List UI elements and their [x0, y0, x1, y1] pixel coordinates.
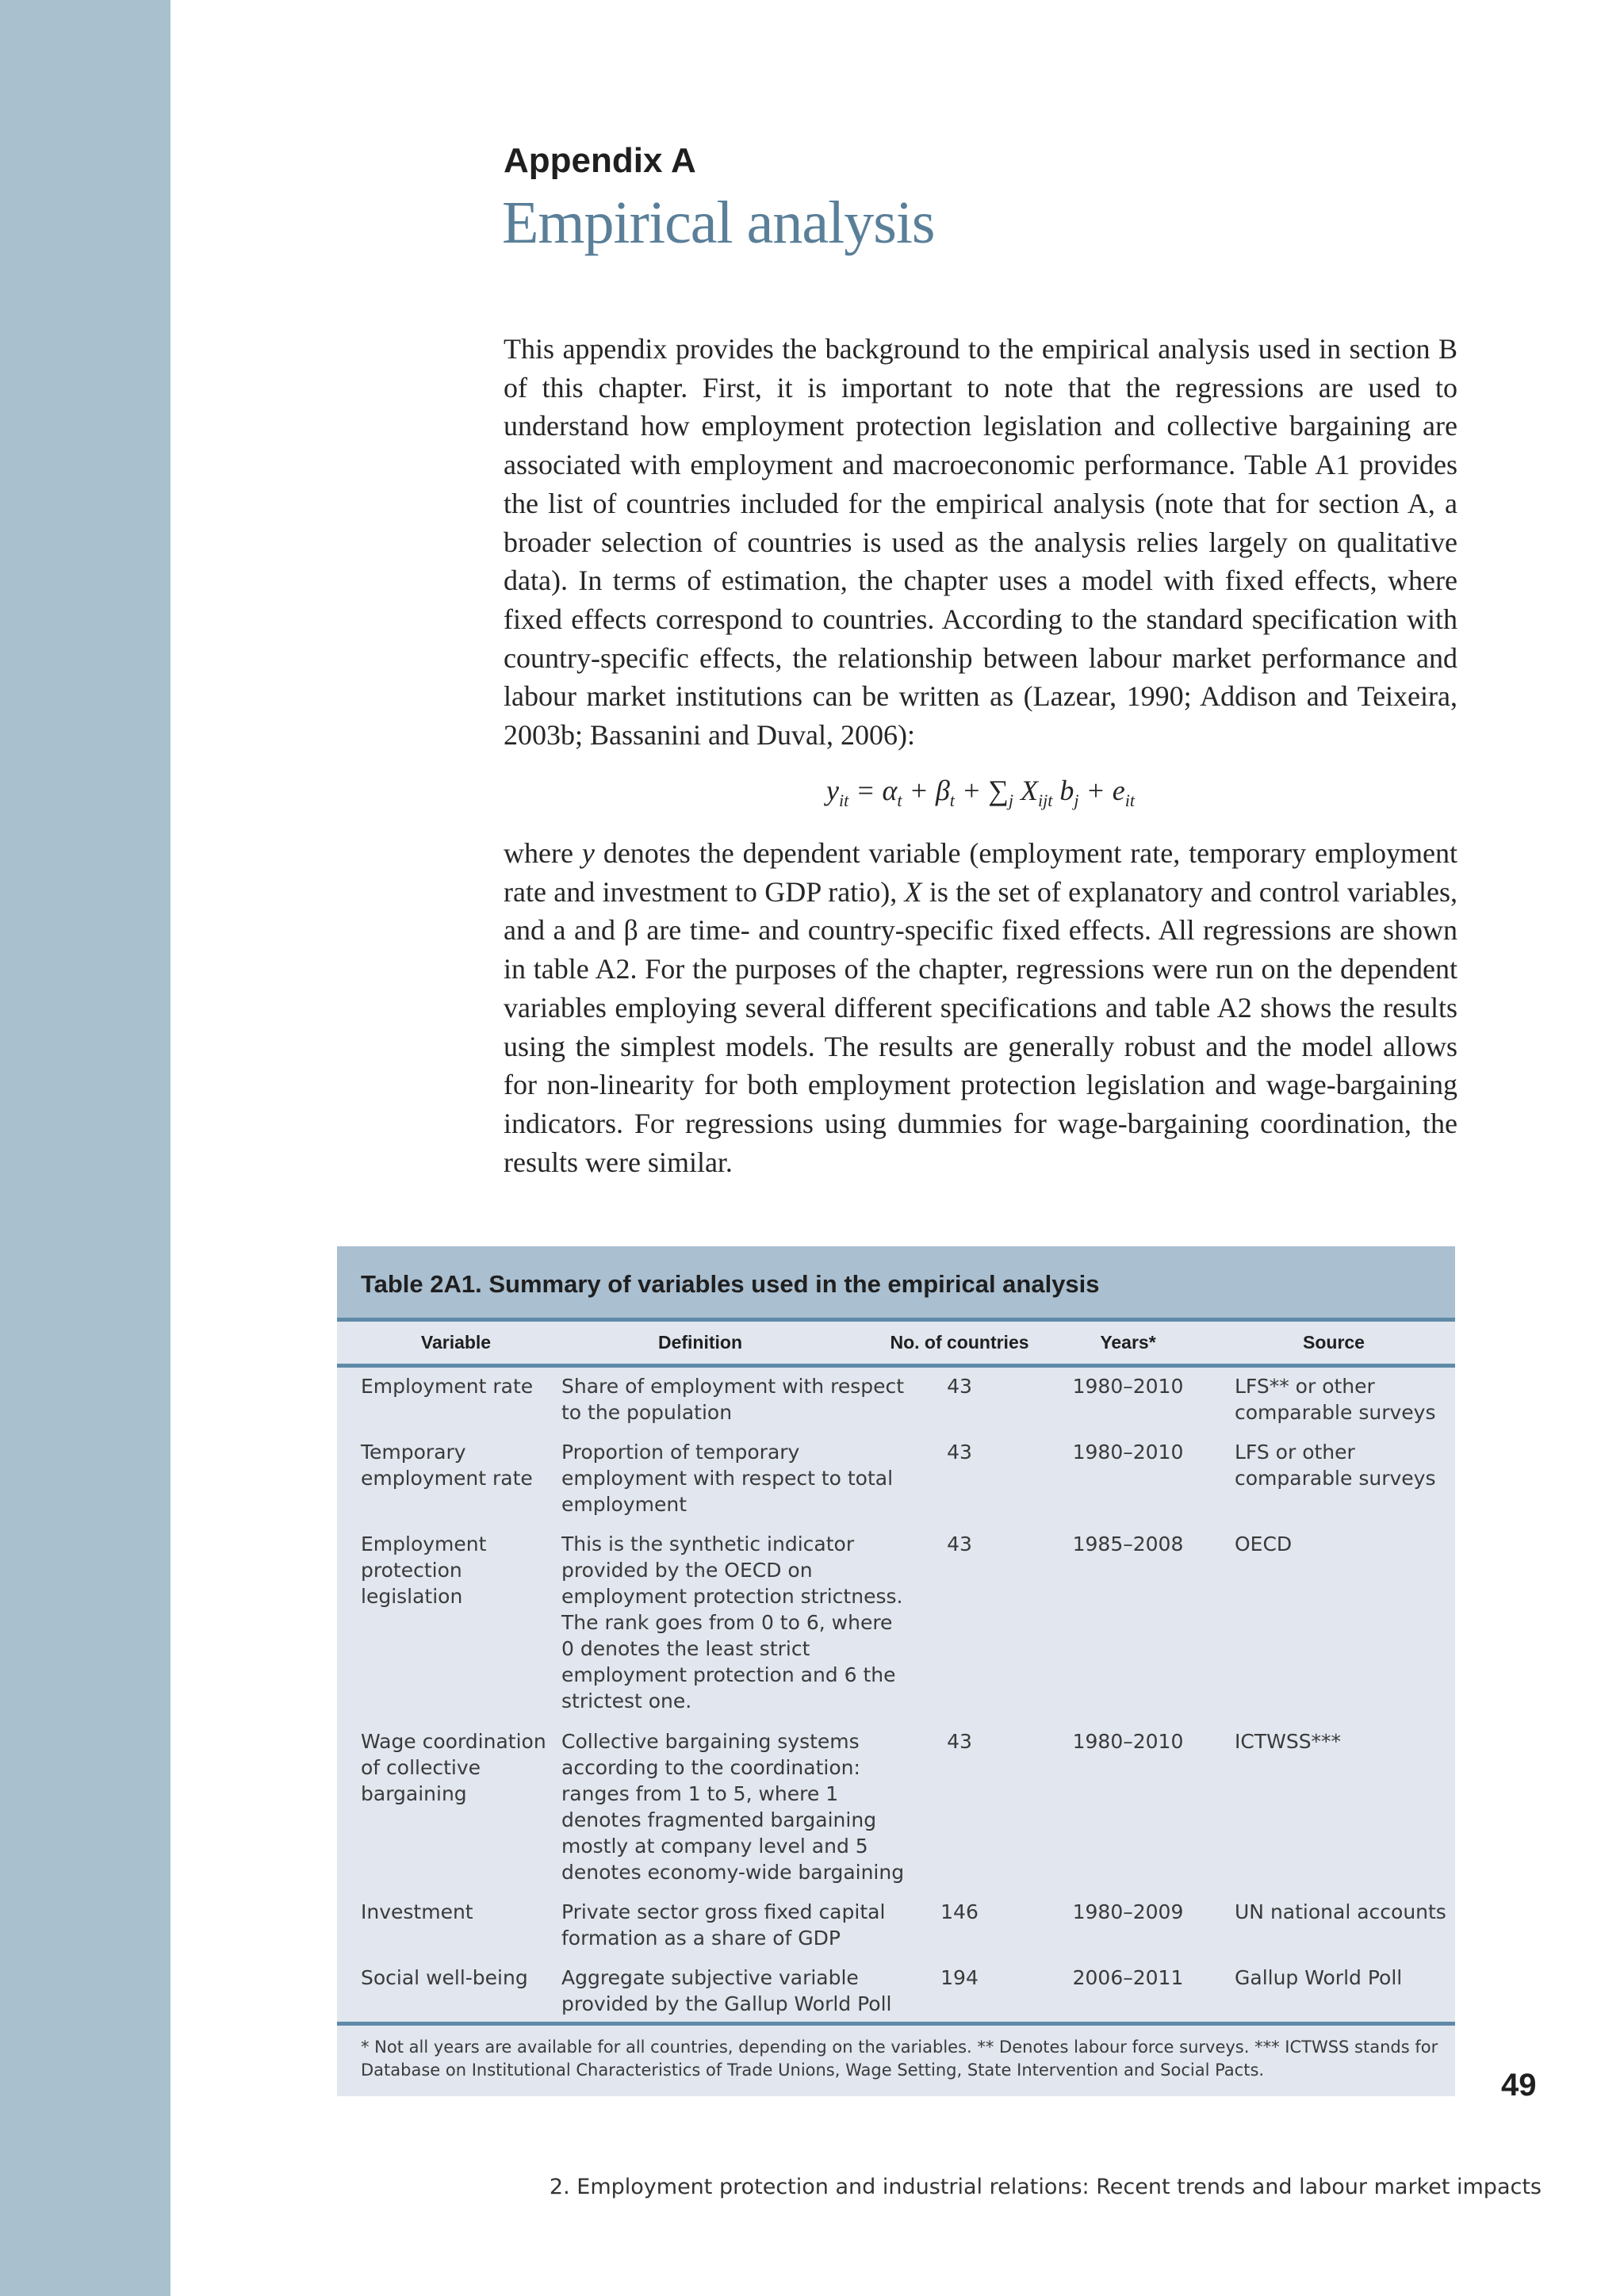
cell-definition: Private sector gross fixed capital formation as a share of GDP — [561, 1900, 886, 1950]
cell-definition: Share of employment with respect to the population — [561, 1375, 905, 1424]
eq-plus-sum: + ∑ — [954, 775, 1009, 806]
explanation-paragraph — [504, 834, 1457, 1181]
intro-paragraph: This appendix provides the background to the empirical analysis used in section B of this chapter. First, it is important to note that the regressions are used to understand how employment protection legislation and collective bargaining are associated with employment and macroeconomic performance. Table A1 provides the list of countries included for the empirical analysis (note that for section A, a broader selection of countries is used as the analysis relies largely on qualitative data). In terms of estimation, the chapter uses a model with fixed effects, where fixed effects correspond to countries. According to the standard specification with country-specific effects, the relationship between labour market performance and labour market institutions can be written as (Lazear, 1990; Addison and Teixeira, 2003b; Bassanini and Duval, 2006): — [504, 333, 1457, 752]
header-rule-bottom — [337, 1364, 1455, 1368]
eq-alpha-sub: t — [897, 790, 902, 811]
cell-countries: 43 — [947, 1730, 972, 1753]
eq-plus-1: + — [902, 775, 936, 806]
p2-mid: denotes the dependent variable (employment rate, temporary employment rate and investment to GDP ratio), — [504, 837, 1457, 908]
cell-variable: Employment rate — [361, 1375, 534, 1398]
cell-variable: Investment — [361, 1900, 473, 1923]
page-title: Empirical analysis — [502, 189, 935, 256]
cell-variable: Temporary employment rate — [361, 1441, 533, 1490]
table-caption-bar — [337, 1246, 1455, 1318]
cell-source: LFS or other comparable surveys — [1235, 1441, 1436, 1490]
eq-equals: = — [848, 775, 883, 806]
cell-countries: 194 — [940, 1966, 979, 1989]
eq-beta: β — [935, 775, 950, 806]
cell-countries: 43 — [947, 1533, 972, 1556]
cell-years: 1980–2010 — [1072, 1441, 1184, 1464]
eq-lhs-sub: it — [838, 790, 849, 811]
column-header-definition: Definition — [657, 1332, 743, 1353]
variables-table — [337, 1246, 1455, 2096]
cell-source: OECD — [1235, 1533, 1293, 1556]
eq-e-sub: it — [1124, 790, 1135, 811]
running-footer: 2. Employment protection and industrial relations: Recent trends and labour market impacts — [549, 2175, 1542, 2199]
eq-x: X — [1013, 775, 1038, 806]
cell-variable: Wage coordination of collective bargaining — [361, 1730, 546, 1805]
eq-beta-sub: t — [949, 790, 955, 811]
eq-b-sub: j — [1074, 790, 1079, 811]
eq-sum-sub: j — [1008, 790, 1013, 811]
cell-variable: Social well-being — [361, 1966, 528, 1989]
eq-b: b — [1052, 775, 1074, 806]
cell-countries: 43 — [947, 1375, 972, 1398]
cell-definition: Collective bargaining systems according to the coordination: ranges from 1 to 5, where 1 denotes fragmented bargaining mostly at company level and 5 denotes economy-wide bargaining — [561, 1730, 905, 1884]
column-header-source: Source — [1303, 1332, 1365, 1353]
eq-x-sub: ijt — [1038, 790, 1053, 811]
p2-var-y: y — [581, 837, 595, 869]
cell-years: 1980–2009 — [1072, 1900, 1184, 1923]
column-header-years: Years* — [1100, 1332, 1156, 1353]
page-number: 49 — [1501, 2068, 1537, 2103]
table-footnote: * Not all years are available for all countries, depending on the variables. ** Denotes labour force surveys. *** ICTWSS stands for Database on Institutional Characteristics of Trade Unions, Wage Setting, State Intervention and Social Pacts. — [361, 2038, 1438, 2080]
eq-alpha: α — [882, 775, 898, 806]
p2-rest: is the set of explanatory and control variables, and a and β are time- and country-specific fixed effects. All regressions are shown in table A2. For the purposes of the chapter, regressions were run on the dependent variables employing several different specifications and table A2 shows the results using the simplest models. The results are generally robust and the model allows for non-linearity for both employment protection legislation and wage-bargaining indicators. For regressions using dummies for wage-bargaining coordination, the results were similar. — [504, 875, 1457, 1178]
header-rule-top — [337, 1318, 1455, 1322]
footer-rule — [337, 2022, 1455, 2026]
cell-definition: Aggregate subjective variable provided by the Gallup World Poll — [561, 1966, 892, 2015]
cell-source: Gallup World Poll — [1235, 1966, 1403, 1989]
side-color-band — [0, 0, 170, 2296]
eq-plus-3: + — [1078, 775, 1113, 806]
cell-years: 1980–2010 — [1072, 1730, 1184, 1753]
column-header-variable: Variable — [420, 1332, 492, 1353]
cell-source: LFS** or other comparable surveys — [1235, 1375, 1436, 1424]
cell-definition: Proportion of temporary employment with respect to total employment — [561, 1441, 894, 1516]
cell-countries: 146 — [940, 1900, 979, 1923]
cell-countries: 43 — [947, 1441, 972, 1464]
cell-source: UN national accounts — [1235, 1900, 1446, 1923]
p2-lead: where — [504, 837, 582, 869]
column-header-countries: No. of countries — [890, 1332, 1029, 1353]
cell-source: ICTWSS*** — [1235, 1730, 1342, 1753]
table-caption: Table 2A1. Summary of variables used in the empirical analysis — [361, 1270, 1100, 1298]
regression-equation — [504, 774, 1457, 811]
eq-lhs: y — [826, 775, 839, 806]
cell-definition: This is the synthetic indicator provided by the OECD on employment protection strictness. The rank goes from 0 to 6, where 0 denotes the least strict employment protection and 6 the strictest one. — [561, 1533, 903, 1712]
p2-var-x: X — [904, 875, 922, 908]
cell-years: 1980–2010 — [1072, 1375, 1184, 1398]
cell-years: 1985–2008 — [1072, 1533, 1184, 1556]
eq-e: e — [1112, 775, 1125, 806]
cell-variable: Employment protection legislation — [361, 1533, 487, 1608]
appendix-label: Appendix A — [504, 141, 696, 180]
cell-years: 2006–2011 — [1072, 1966, 1184, 1989]
